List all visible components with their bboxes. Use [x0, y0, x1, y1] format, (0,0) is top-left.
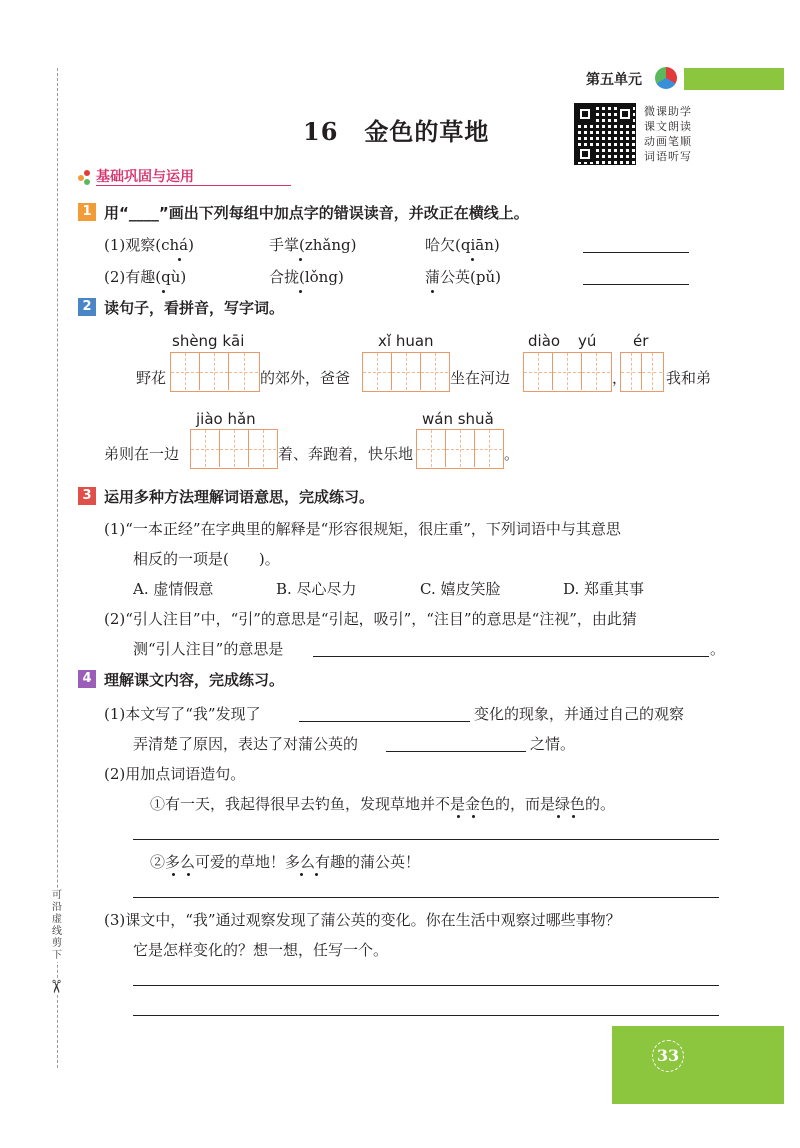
pinyin: diào — [528, 332, 561, 350]
writing-grid[interactable] — [523, 352, 612, 392]
writing-grid[interactable] — [170, 352, 260, 392]
q4-sentence: ②多么可爱的草地！多么有趣的蒲公英！ — [150, 853, 421, 871]
pinyin: shèng kāi — [172, 332, 245, 350]
q3-text: (1)“一本正经”在字典里的解释是“形容很规矩，很庄重”，下列词语中与其意思 — [104, 520, 621, 538]
q4-text: 之情。 — [530, 735, 576, 753]
option-d[interactable]: D. 郑重其事 — [563, 580, 645, 598]
emphasis-dot — [178, 258, 181, 261]
q3-text: (2)“引人注目”中，“引”的意思是“引起，吸引”，“注目”的意思是“注视”，由此猜 — [104, 610, 637, 628]
q3-text: 相反的一项是( )。 — [133, 550, 280, 568]
emphasis-dot — [472, 815, 475, 818]
q4-text: 变化的现象，并通过自己的观察 — [474, 705, 685, 723]
answer-line[interactable] — [133, 985, 719, 986]
q1-item: 哈欠(qiān) — [425, 236, 500, 254]
cut-hint: 可沿虚线剪下 — [52, 890, 62, 961]
qr-code-icon[interactable] — [574, 103, 636, 165]
emphasis-dot — [457, 815, 460, 818]
pinyin: yú — [578, 332, 597, 350]
answer-line[interactable] — [133, 1015, 719, 1016]
answer-line[interactable] — [133, 839, 719, 840]
option-a[interactable]: A. 虚情假意 — [133, 580, 214, 598]
writing-grid[interactable] — [190, 429, 278, 469]
unit-label: 第五单元 — [586, 72, 642, 88]
q3-text: 。 — [710, 640, 726, 658]
q1-item: 手掌(zhǎng) — [269, 236, 357, 254]
sentence-text: 弟则在一边 — [104, 445, 180, 463]
emphasis-dot — [187, 873, 190, 876]
emphasis-dot — [299, 258, 302, 261]
emphasis-dot — [300, 873, 303, 876]
emphasis-dot — [315, 873, 318, 876]
option-c[interactable]: C. 嬉皮笑脸 — [420, 580, 501, 598]
section-heading: 基础巩固与运用 — [78, 166, 194, 186]
q4-sentence: ①有一天，我起得很早去钓鱼，发现草地并不是金色的，而是绿色的。 — [150, 795, 616, 813]
question-instruction: 用“____”画出下列每组中加点字的错误读音，并改正在横线上。 — [104, 204, 529, 222]
answer-blank[interactable] — [386, 751, 526, 752]
sentence-text: ， — [612, 369, 628, 387]
section-dots-icon — [78, 170, 92, 184]
q1-item: 蒲公英(pǔ) — [425, 268, 501, 286]
answer-blank[interactable] — [583, 284, 689, 285]
question-instruction: 理解课文内容，完成练习。 — [104, 671, 285, 689]
page-number-panel — [612, 1026, 784, 1104]
q4-text: (3)课文中，“我”通过观察发现了蒲公英的变化。你在生活中观察过哪些事物？ — [104, 911, 621, 929]
pinyin: wán shuǎ — [422, 410, 494, 428]
qr-caption: 微课助学 课文朗读 动画笔顺 词语听写 — [644, 105, 692, 163]
q4-text: (2)用加点词语造句。 — [104, 765, 246, 783]
emphasis-dot — [162, 290, 165, 293]
sentence-text: 的郊外，爸爸 — [260, 369, 351, 387]
scissors-icon: ✂ — [45, 978, 67, 995]
question-number: 2 — [78, 298, 96, 316]
question-instruction: 读句子，看拼音，写字词。 — [104, 299, 285, 317]
sentence-text: 坐在河边 — [450, 369, 511, 387]
page-number: 33 — [652, 1040, 684, 1072]
q1-item: (2)有趣(qù) — [104, 268, 187, 286]
unit-ball-icon — [655, 67, 677, 89]
question-instruction: 运用多种方法理解词语意思，完成练习。 — [104, 488, 375, 506]
q1-item: 合拢(lǒng) — [269, 268, 344, 286]
question-number: 3 — [78, 487, 96, 505]
emphasis-dot — [431, 290, 434, 293]
option-b[interactable]: B. 尽心尽力 — [276, 580, 357, 598]
pinyin: xǐ huan — [378, 332, 434, 350]
sentence-text: 。 — [504, 445, 520, 463]
q1-item: (1)观察(chá) — [104, 236, 194, 254]
lesson-name: 金色的草地 — [364, 117, 490, 146]
sentence-text: 我和弟 — [666, 369, 712, 387]
q4-text: (1)本文写了“我”发现了 — [104, 705, 261, 723]
qr-finder-icon — [577, 106, 593, 122]
qr-finder-icon — [617, 106, 633, 122]
unit-bar — [684, 68, 784, 90]
sentence-text: 着、奔跑着，快乐地 — [278, 445, 414, 463]
emphasis-dot — [557, 815, 560, 818]
answer-blank[interactable] — [313, 656, 709, 657]
question-number: 4 — [78, 670, 96, 688]
q4-text: 弄清楚了原因，表达了对蒲公英的 — [133, 735, 359, 753]
answer-blank[interactable] — [583, 252, 689, 253]
sentence-text: 野花 — [136, 369, 167, 387]
writing-grid[interactable] — [362, 352, 450, 392]
lesson-number: 16 — [303, 117, 339, 146]
answer-blank[interactable] — [299, 721, 470, 722]
qr-finder-icon — [577, 146, 593, 162]
answer-line[interactable] — [133, 897, 719, 898]
writing-grid[interactable] — [416, 429, 504, 469]
question-number: 1 — [78, 203, 96, 221]
q4-text: 它是怎样变化的？想一想，任写一个。 — [133, 941, 389, 959]
emphasis-dot — [471, 258, 474, 261]
pinyin: jiào hǎn — [196, 410, 256, 428]
section-underline — [96, 185, 291, 186]
q3-text: 测“引人注目”的意思是 — [133, 640, 284, 658]
emphasis-dot — [299, 290, 302, 293]
lesson-title — [303, 112, 489, 147]
emphasis-dot — [172, 873, 175, 876]
pinyin: ér — [633, 332, 649, 350]
emphasis-dot — [572, 815, 575, 818]
writing-grid[interactable] — [620, 352, 664, 392]
